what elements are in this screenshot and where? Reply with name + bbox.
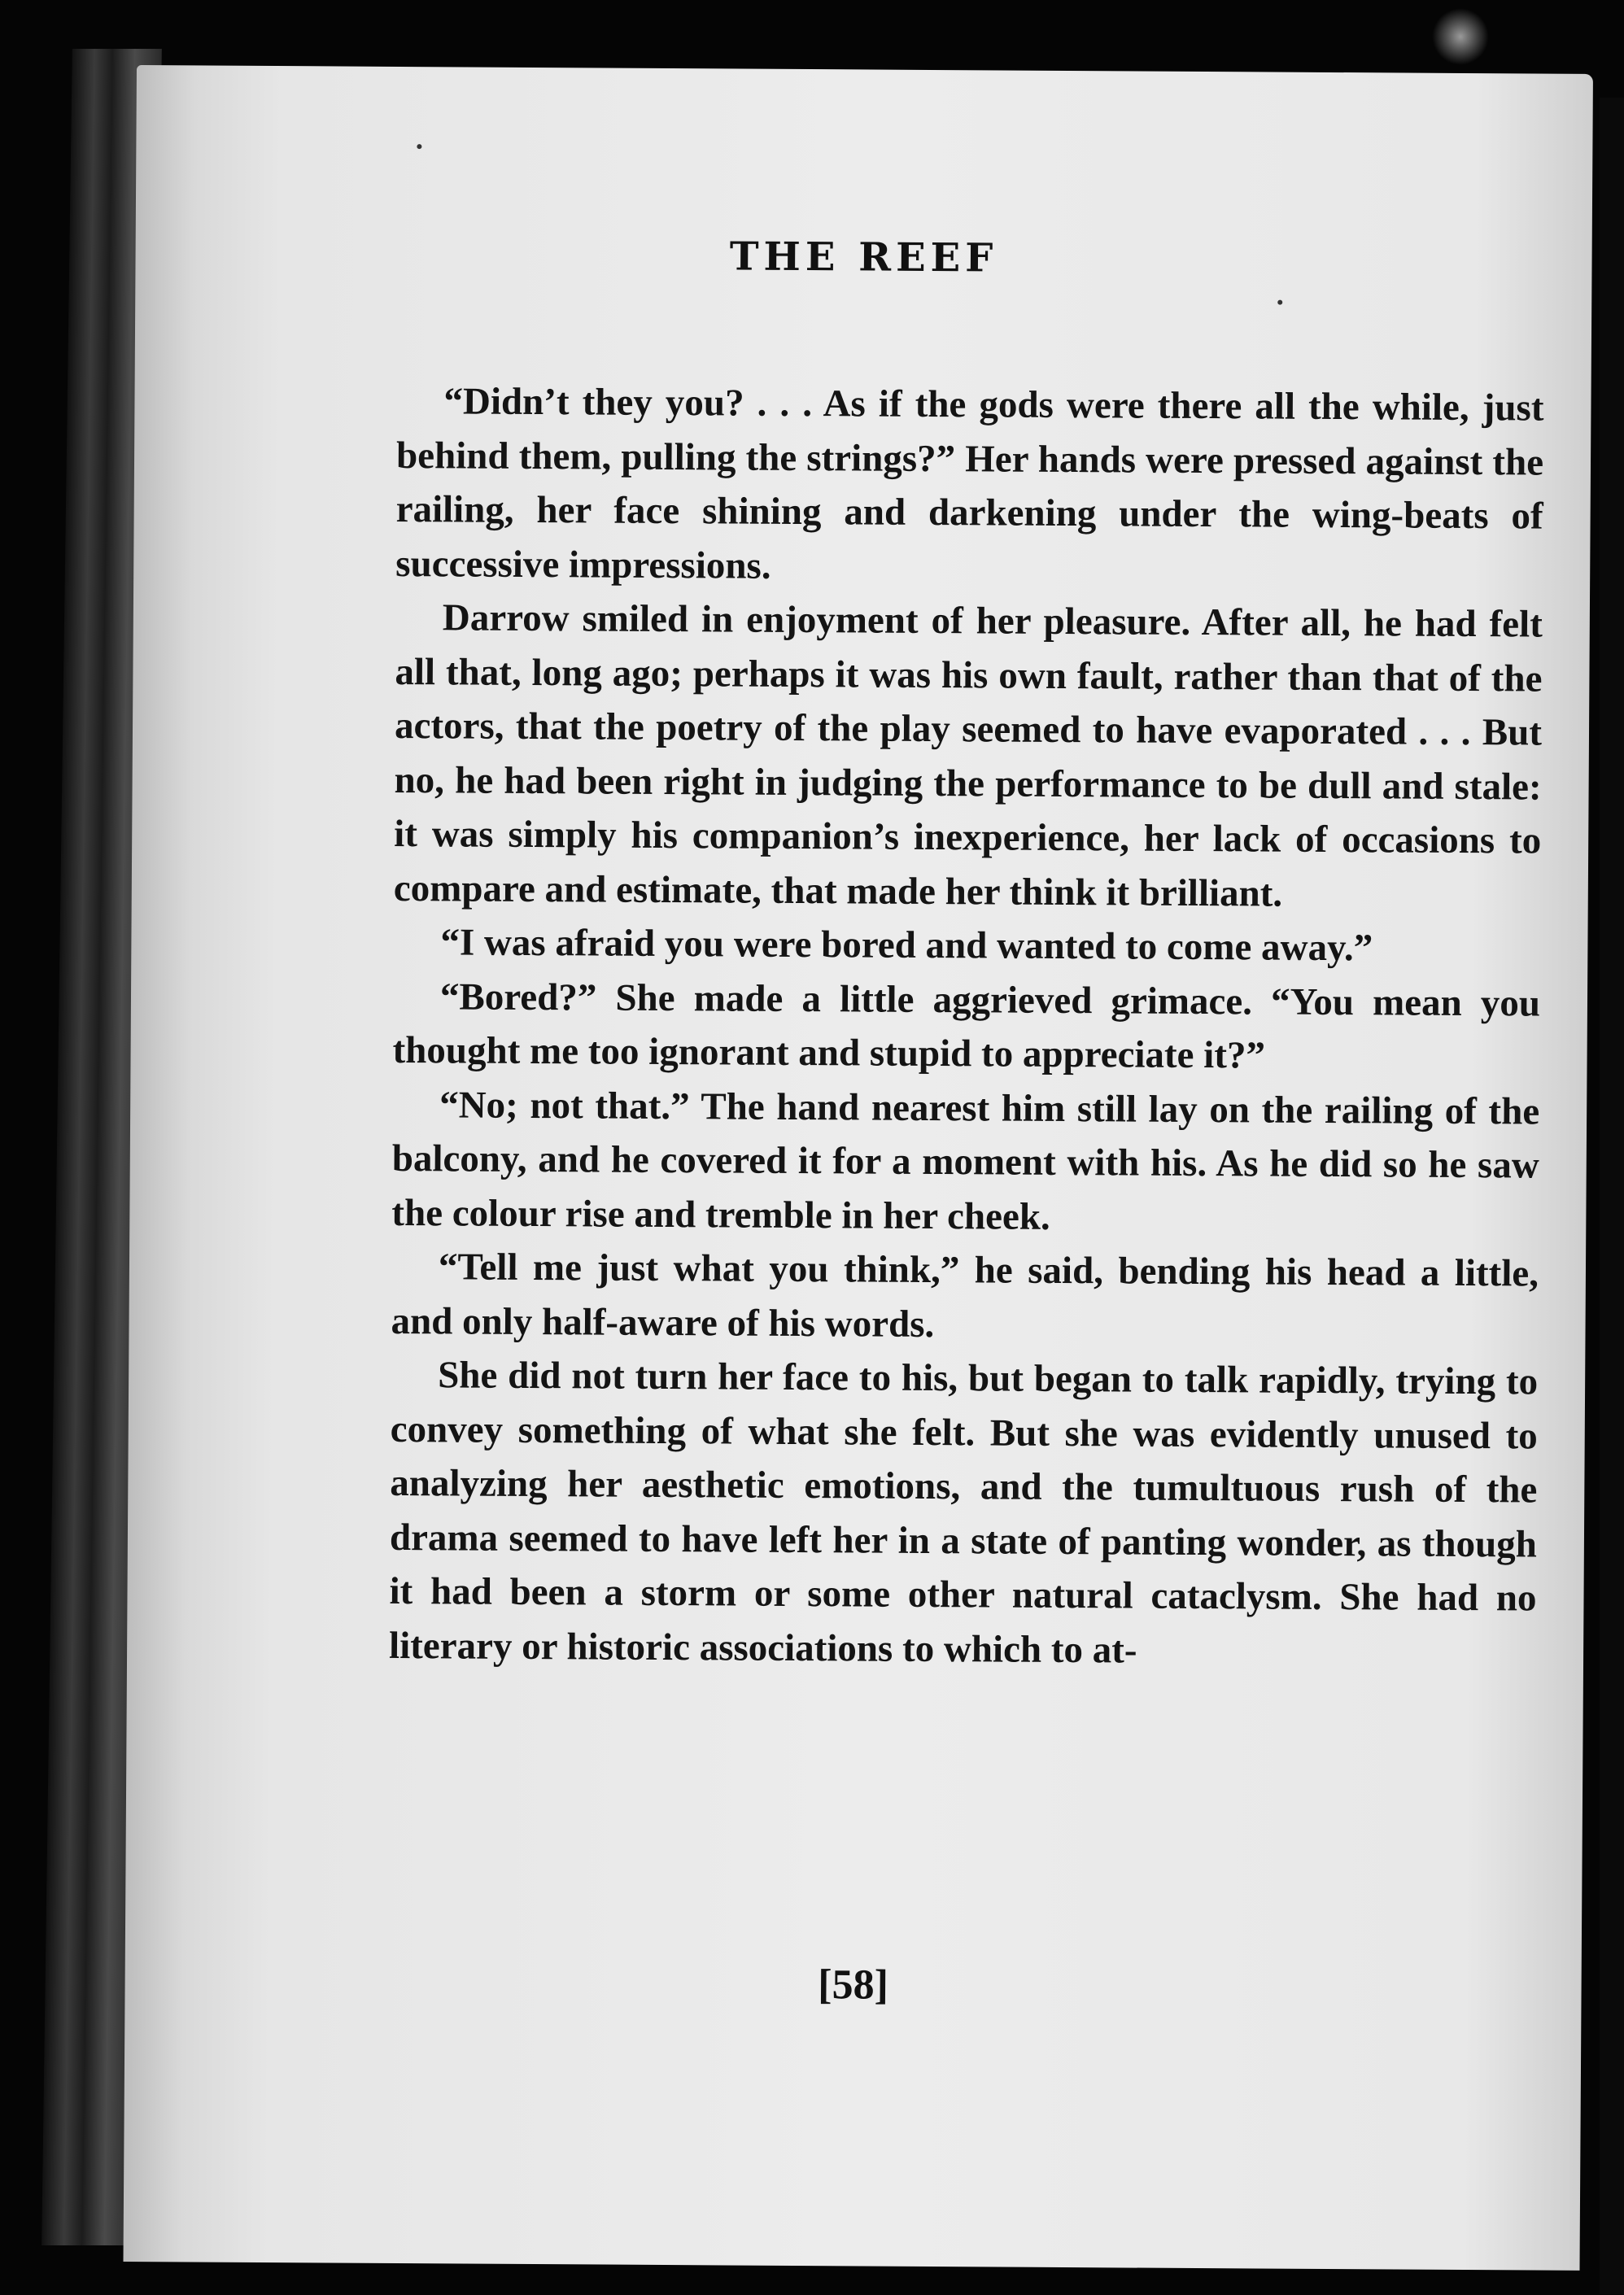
page-number: [58] (818, 1961, 889, 2009)
print-speck (417, 144, 421, 149)
paragraph: She did not turn her face to his, but began to talk rapidly, trying to convey something of what she felt. But she was evidently unused to analyzing her aesthetic emotions, and the tumultuous rush of the drama seemed to have left her in a state of panting wonder, as though it had been a storm or some other natural cataclysm. She had no literary or historic associations to which to at- (388, 1354, 1539, 1672)
print-speck (1277, 300, 1282, 305)
book-page (124, 65, 1593, 2271)
page-edge-shadow (1600, 98, 1624, 2294)
paragraph: Darrow smiled in enjoyment of her pleasure. After all, he had felt all that, long ago; perhaps it was his own fault, rather than that of the actors, that the poetry of the play seemed to have evaporated . . . But no, he had been right in judging the performance to be dull and stale: it was simply his companion’s inexperience, her lack of occasions to compare and estimate, that made her think it brilliant. (393, 596, 1543, 915)
body-text (389, 374, 1544, 1680)
paragraph: “Tell me just what you think,” he said, bending his head a little, and only half-aware of his words. (391, 1246, 1539, 1346)
paragraph: “Bored?” She made a little aggrieved grimace. “You mean you thought me too ignorant and stupid to appreciate it?” (392, 975, 1541, 1077)
paragraph: “Didn’t they you? . . . As if the gods were there all the while, just behind them, pulling the strings?” Her hands were pressed against the railing, her face shining and darkening under the wing-beats of successive impressions. (395, 380, 1544, 587)
paragraph: “No; not that.” The hand nearest him still lay on the railing of the balcony, and he covered it for a moment with his. As he did so he saw the colour rise and tremble in her cheek. (391, 1083, 1540, 1238)
scanner-glare (1432, 8, 1489, 65)
paragraph: “I was afraid you were bored and wanted to come away.” (440, 921, 1373, 970)
running-head: THE REEF (729, 233, 998, 281)
